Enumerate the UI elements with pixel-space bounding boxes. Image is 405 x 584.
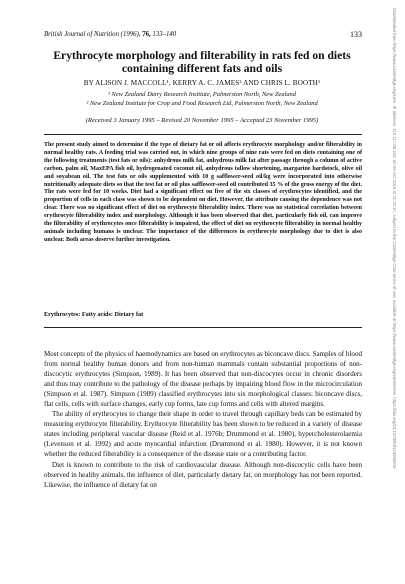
title-line: Erythrocyte morphology and filterability in rats fed on diets xyxy=(53,49,351,62)
body-paragraph: The ability of erythrocytes to change their shape in order to travel through capillary beds can be estimated by measuring erythrocyte filterability. Erythrocyte filterability has been shown to be reduced in a variety of disease states including peripheral vascular disease (Reid et al. 1976b; Drummond et al. 1980), hypercholesterolaemia (Levenson et al. 1992) and acute myocardial infarction (Drummond et al. 1980). However, it is not known whether the reduced filterability is a consequence of the disease state or a contributing factor. xyxy=(44,410,362,459)
title-line: containing different fats and oils xyxy=(121,62,283,75)
divider xyxy=(44,327,362,328)
download-notice: Downloaded from https://www.cambridge.org/core. IP address: 118.117.68.243, on 09 Oct 2019 at 21:32:47, subject to the Cambridge Core terms of use, available at https://www.cambridge.org/core/terms. https://doi.org/10.1079/BJN19960015 xyxy=(392,8,397,469)
affiliation: ¹ New Zealand Dairy Research Institute, Palmerston North, New Zealand xyxy=(108,91,296,98)
author-list: BY ALISON J. MACCOLL¹, KERRY A. C. JAMES² AND CHRIS L. BOOTH¹ xyxy=(83,79,321,87)
running-head xyxy=(44,31,362,41)
body-text xyxy=(44,350,362,492)
journal-pages: 133–140 xyxy=(152,31,177,38)
article-title xyxy=(40,49,364,75)
download-notice-strip xyxy=(388,6,400,580)
abstract-text: The present study aimed to determine if the type of dietary fat or oil affects erythrocyte morphology and/or filterability in normal healthy rats. A feeding trial was carried out, in which nine groups of nine rats were fed on diets containing one of the following treatments (test fats or oils): anhydrous milk fat, anhydrous milk fat after passage through a column of active carbon, palm oil, MaxEPA fish oil, hydrogenated coconut oil, anhydrous tallow shortening, margarine hardstock, olive oil and soyabean oil. The test fats or oils supplemented with 10 g safflower-seed oil/kg were incorporated into otherwise nutritionally adequate diets so that the test fat or oil plus safflower-seed oil contributed 35 % of the gross energy of the diet. The rats were fed for 10 weeks. Diet had a significant effect on five of the six classes of erythrocytes identified, and the proportion of cells in each class was shown to be dependent on diet. However, the attribute causing the dependence was not clear. There was no significant effect of diet on erythrocyte filterability index. There was no statistical correlation between erythrocyte filterability index and morphology. Although it has been observed that diet, particularly fish oil, can improve the filterability of erythrocytes once filterability is impaired, the effect of diet on erythrocyte filterability in normal healthy animals including humans is unclear. The importance of the differences in erythrocyte morphology due to diet is also unclear. Both areas deserve further investigation. xyxy=(44,142,362,243)
body-paragraph: Most concepts of the physics of haemodynamics are based on erythrocytes as biconcave discs. Samples of blood from normal healthy human donors and from non-human mammals contain substantial proportions of non-discocytic erythrocytes (Simpson, 1989). It has been observed that non-discocytes occur in chronic disorders and thus may contribute to the pathology of the disease perhaps by impairing blood flow in the microcirculation (Simpson et al. 1987). Simpson (1989) classified erythrocytes into six morphological classes: biconcave discs, flat cells, cells with surface changes, early cup forms, late cup forms and cells with altered margins. xyxy=(44,350,362,408)
received-dates: (Received 3 January 1995 – Revised 20 November 1995 – Accepted 23 November 1995) xyxy=(85,117,319,124)
keywords: Erythrocytes: Fatty acids: Dietary fat xyxy=(44,311,144,318)
divider xyxy=(44,134,362,135)
page-number: 133 xyxy=(350,30,362,39)
body-paragraph: Diet is known to contribute to the risk of cardiovascular disease. Although non-discocytic cells have been observed in healthy animals, the influence of diet, particularly dietary fat, on morphology has not been reported. Likewise, the influence of dietary fat on xyxy=(44,460,362,489)
journal-volume: 76, xyxy=(142,31,151,38)
affiliation: ² New Zealand Institute for Crop and Food Research Ltd, Palmerston North, New Zealand xyxy=(86,100,318,107)
journal-name: British Journal of Nutrition (1996), xyxy=(44,31,141,38)
journal-citation xyxy=(44,31,176,38)
